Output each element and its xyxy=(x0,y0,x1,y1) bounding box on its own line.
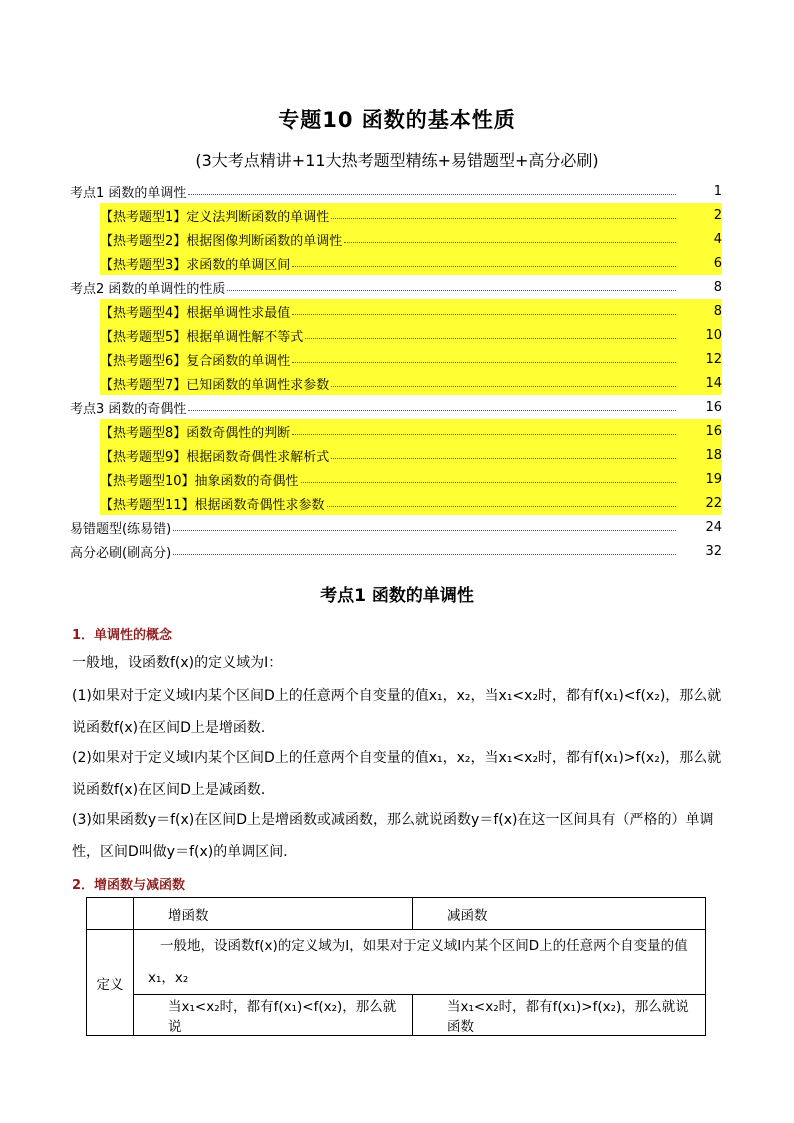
definition-increasing: 当x₁<x₂时，都有f(x₁)<f(x₂)，那么就说 xyxy=(134,995,413,1036)
toc-entry[interactable] xyxy=(100,251,722,275)
toc-entry[interactable] xyxy=(70,179,722,203)
toc-page-number: 22 xyxy=(705,495,722,511)
toc-entry-label: 考点2 函数的单调性的性质 xyxy=(70,281,226,297)
definition-decreasing: 当x₁<x₂时，都有f(x₁)>f(x₂)，那么就说函数 xyxy=(413,995,706,1036)
toc-page-number: 16 xyxy=(705,423,722,439)
toc-entry[interactable] xyxy=(100,347,722,371)
definition-merged-text: 一般地，设函数f(x)的定义域为I，如果对于定义域I内某个区间D上的任意两个自变量的值x₁，x₂ xyxy=(134,930,706,995)
toc-leader-dots xyxy=(292,424,676,435)
toc-entry-label: 【热考题型5】根据单调性解不等式 xyxy=(100,329,304,345)
toc-page-number: 14 xyxy=(705,375,722,391)
paragraph-increasing: (1)如果对于定义域I内某个区间D上的任意两个自变量的值x₁，x₂，当x₁<x₂时，都有f(x₁)<f(x₂)，那么就说函数f(x)在区间D上是增函数． xyxy=(72,688,722,736)
toc-leader-dots xyxy=(292,352,676,363)
header-increasing: 增函数 xyxy=(134,898,413,930)
toc-leader-dots xyxy=(188,400,676,411)
heading-increase-decrease: 2．增函数与减函数 xyxy=(72,878,186,893)
toc-leader-dots xyxy=(301,472,676,483)
toc-entry[interactable] xyxy=(100,491,722,515)
toc-page-number: 8 xyxy=(713,303,722,319)
toc-page-number: 32 xyxy=(705,543,722,559)
toc-entry[interactable] xyxy=(100,323,722,347)
toc-page-number: 16 xyxy=(705,399,722,415)
toc-entry[interactable] xyxy=(70,539,722,563)
row-label-definition: 定义 xyxy=(87,930,134,1036)
toc-entry[interactable] xyxy=(100,299,722,323)
toc-leader-dots xyxy=(188,184,676,195)
toc-leader-dots xyxy=(292,256,676,267)
toc-page-number: 19 xyxy=(705,471,722,487)
intro-paragraph: 一般地，设函数f(x)的定义域为I： xyxy=(72,655,283,671)
toc-page-number: 1 xyxy=(713,183,722,199)
toc-entry[interactable] xyxy=(70,515,722,539)
toc-leader-dots xyxy=(331,208,676,219)
toc-entry[interactable] xyxy=(70,275,722,299)
toc-leader-dots xyxy=(331,448,676,459)
toc-entry-label: 易错题型(练易错) xyxy=(70,521,172,537)
heading-monotonicity-concept: 1．单调性的概念 xyxy=(72,628,173,643)
toc-leader-dots xyxy=(305,328,676,339)
toc-page-number: 24 xyxy=(705,519,722,535)
toc-entry[interactable] xyxy=(100,371,722,395)
toc-entry-label: 考点1 函数的单调性 xyxy=(70,185,187,201)
toc-entry-label: 【热考题型4】根据单调性求最值 xyxy=(100,305,291,321)
toc-entry-label: 【热考题型11】根据函数奇偶性求参数 xyxy=(100,497,325,513)
toc-entry[interactable] xyxy=(100,227,722,251)
toc-entry-label: 高分必刷(刷高分) xyxy=(70,545,172,561)
toc-leader-dots xyxy=(173,544,676,555)
toc-entry-label: 【热考题型1】定义法判断函数的单调性 xyxy=(100,209,330,225)
toc-entry[interactable] xyxy=(100,203,722,227)
toc-leader-dots xyxy=(227,280,676,291)
toc-page-number: 4 xyxy=(713,231,722,247)
toc-page-number: 12 xyxy=(705,351,722,367)
toc-entry-label: 【热考题型6】复合函数的单调性 xyxy=(100,353,291,369)
toc-entry-label: 【热考题型7】已知函数的单调性求参数 xyxy=(100,377,330,393)
table-of-contents xyxy=(70,179,722,563)
toc-page-number: 2 xyxy=(713,207,722,223)
toc-page-number: 8 xyxy=(713,279,722,295)
toc-page-number: 6 xyxy=(713,255,722,271)
toc-entry-label: 【热考题型10】抽象函数的奇偶性 xyxy=(100,473,299,489)
header-decreasing: 减函数 xyxy=(413,898,706,930)
section-title: 考点1 函数的单调性 xyxy=(320,586,474,606)
toc-leader-dots xyxy=(292,304,676,315)
paragraph-monotonic-interval: (3)如果函数y＝f(x)在区间D上是增函数或减函数，那么就说函数y＝f(x)在这一区间具有（严格的）单调性，区间D叫做y＝f(x)的单调区间． xyxy=(72,812,714,860)
table-corner-cell xyxy=(87,898,134,930)
document-subtitle: (3大考点精讲+11大热考题型精练+易错题型+高分必刷) xyxy=(195,151,599,170)
definition-table xyxy=(86,897,706,1036)
toc-entry[interactable] xyxy=(100,443,722,467)
toc-entry-label: 【热考题型9】根据函数奇偶性求解析式 xyxy=(100,449,330,465)
toc-entry[interactable] xyxy=(70,395,722,419)
paragraph-decreasing: (2)如果对于定义域I内某个区间D上的任意两个自变量的值x₁，x₂，当x₁<x₂时，都有f(x₁)>f(x₂)，那么就说函数f(x)在区间D上是减函数． xyxy=(72,750,722,798)
toc-entry[interactable] xyxy=(100,419,722,443)
toc-entry-label: 【热考题型3】求函数的单调区间 xyxy=(100,257,291,273)
toc-leader-dots xyxy=(344,232,676,243)
toc-page-number: 18 xyxy=(705,447,722,463)
toc-leader-dots xyxy=(327,496,676,507)
toc-entry-label: 考点3 函数的奇偶性 xyxy=(70,401,187,417)
toc-leader-dots xyxy=(331,376,676,387)
toc-entry[interactable] xyxy=(100,467,722,491)
toc-entry-label: 【热考题型8】函数奇偶性的判断 xyxy=(100,425,291,441)
toc-entry-label: 【热考题型2】根据图像判断函数的单调性 xyxy=(100,233,343,249)
document-title: 专题10 函数的基本性质 xyxy=(278,108,516,132)
toc-page-number: 10 xyxy=(705,327,722,343)
toc-leader-dots xyxy=(173,520,676,531)
